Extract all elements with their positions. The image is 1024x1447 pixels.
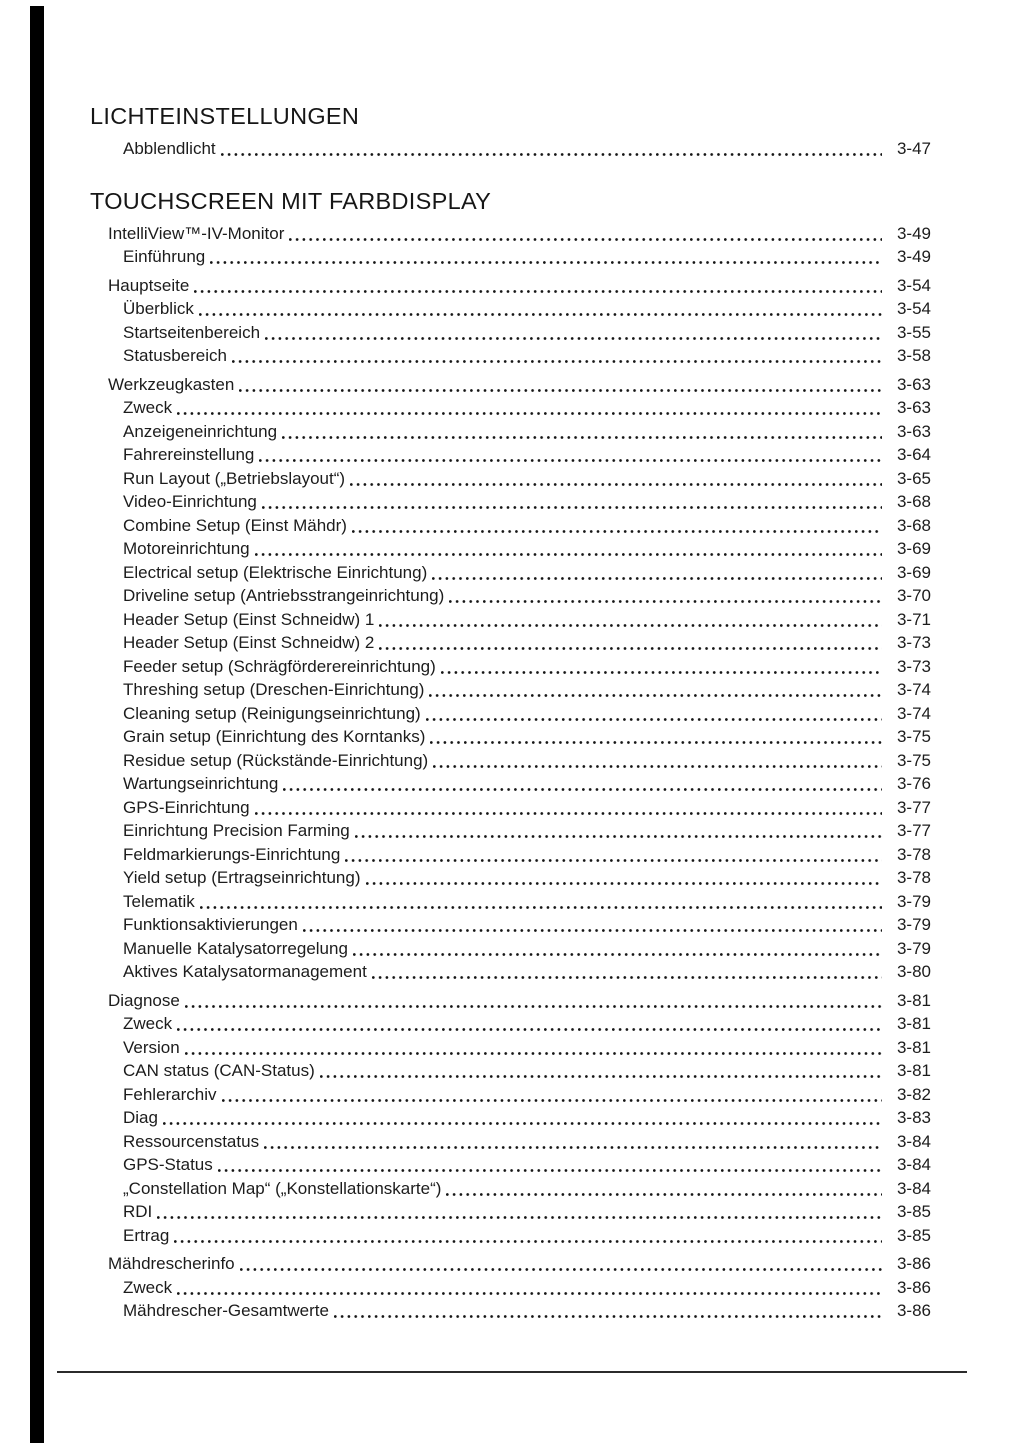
- dot-leader: [433, 765, 882, 768]
- toc-entry[interactable]: [90, 1012, 931, 1036]
- toc-entry-page: 3-75: [896, 750, 931, 770]
- toc-entry-label: Video-Einrichtung: [123, 492, 257, 511]
- toc-entry[interactable]: [90, 1299, 931, 1323]
- toc-entry-label: Statusbereich: [123, 346, 227, 365]
- toc-entry-page: 3-80: [896, 962, 931, 981]
- toc-entry-page: 3-54: [896, 275, 931, 295]
- toc-entry-label: Ertrag: [123, 1225, 170, 1245]
- toc-entry-label: Funktionsaktivierungen: [123, 915, 298, 934]
- toc-entry[interactable]: [90, 1153, 931, 1177]
- toc-entry[interactable]: [90, 584, 931, 608]
- toc-entry[interactable]: [90, 420, 931, 444]
- dot-leader: [334, 1315, 882, 1318]
- toc-entry[interactable]: [90, 1252, 931, 1276]
- toc-entry-page: 3-76: [896, 774, 931, 793]
- toc-entry-page: 3-63: [896, 398, 931, 417]
- toc-entry-page: 3-49: [896, 223, 931, 243]
- section-title: TOUCHSCREEN MIT FARBDISPLAY: [90, 187, 492, 214]
- toc-entry[interactable]: [90, 1177, 931, 1201]
- toc-entry-label: Zweck: [123, 1277, 173, 1297]
- toc-entry-label: Header Setup (Einst Schneidw) 2: [123, 633, 375, 652]
- dot-leader: [379, 647, 882, 650]
- toc-entry-label: Combine Setup (Einst Mähdr): [123, 515, 347, 535]
- toc-entry[interactable]: [90, 772, 931, 796]
- toc-entry-page: 3-86: [896, 1301, 931, 1320]
- toc-entry[interactable]: [90, 1200, 931, 1224]
- toc-entry-label: Einführung: [123, 247, 206, 266]
- toc-entry-label: Version: [123, 1037, 180, 1057]
- toc-entry-label: RDI: [123, 1202, 153, 1221]
- dot-leader: [355, 835, 882, 838]
- dot-leader: [350, 483, 882, 486]
- dot-leader: [265, 337, 882, 340]
- toc-entry-label: Hauptseite: [108, 275, 190, 295]
- toc-entry-label: Zweck: [123, 398, 173, 417]
- toc-entry-page: 3-81: [896, 990, 931, 1010]
- dot-leader: [283, 788, 882, 791]
- toc-entry-page: 3-77: [896, 821, 931, 840]
- toc-entry-label: Überblick: [123, 299, 194, 318]
- toc-entry-label: Residue setup (Rückstände-Einrichtung): [123, 750, 429, 770]
- toc-entry-label: CAN status (CAN-Status): [123, 1061, 315, 1080]
- toc-entry-label: Aktives Katalysatormanagement: [123, 962, 367, 981]
- dot-leader: [210, 261, 882, 264]
- toc-entry-label: Driveline setup (Antriebsstrangeinrichtung): [123, 586, 445, 605]
- dot-leader: [222, 1099, 882, 1102]
- section-title: LICHTEINSTELLUNGEN: [90, 103, 360, 129]
- toc-entry-label: GPS-Status: [123, 1155, 213, 1174]
- toc-entry-label: Werkzeugkasten: [108, 374, 235, 394]
- toc-entry-page: 3-84: [896, 1178, 931, 1198]
- toc-entry[interactable]: [90, 890, 931, 914]
- dot-leader: [157, 1216, 882, 1219]
- toc-entry[interactable]: [90, 843, 931, 867]
- toc-entry-label: Telematik: [123, 891, 195, 911]
- toc-entry-page: 3-63: [896, 374, 931, 394]
- toc-entry-label: Motoreinrichtung: [123, 539, 250, 558]
- toc-entry[interactable]: [90, 1276, 931, 1300]
- toc-entry-label: Grain setup (Einrichtung des Korntanks): [123, 727, 426, 746]
- dot-leader: [366, 882, 883, 885]
- toc-entry-label: Abblendlicht: [123, 139, 216, 158]
- toc-entry-label: Feldmarkierungs-Einrichtung: [123, 844, 341, 864]
- toc-entry-page: 3-86: [896, 1277, 931, 1297]
- toc-entry[interactable]: [90, 274, 931, 298]
- toc-entry-page: 3-47: [896, 139, 931, 158]
- toc-entry[interactable]: [90, 866, 931, 890]
- dot-leader: [345, 859, 882, 862]
- dot-leader: [255, 553, 882, 556]
- toc-entry[interactable]: [90, 989, 931, 1013]
- toc-entry-page: 3-78: [896, 844, 931, 864]
- dot-leader: [449, 600, 882, 603]
- toc-entry[interactable]: [90, 222, 931, 246]
- toc-entry-label: Zweck: [123, 1014, 173, 1033]
- toc-entry[interactable]: [90, 443, 931, 467]
- toc-entry[interactable]: [90, 467, 931, 491]
- toc-entry[interactable]: [90, 321, 931, 345]
- toc-entry-label: Mähdrescher-Gesamtwerte: [123, 1301, 329, 1320]
- toc-entry-label: Fahrereinstellung: [123, 445, 255, 464]
- dot-leader: [177, 1028, 882, 1031]
- toc-entry-label: „Constellation Map“ („Konstellationskarte“): [123, 1178, 442, 1198]
- toc-entry-page: 3-81: [896, 1037, 931, 1057]
- dot-leader: [240, 1268, 882, 1271]
- dot-leader: [185, 1052, 882, 1055]
- dot-leader: [289, 238, 882, 241]
- table-of-contents: [90, 102, 931, 1323]
- toc-entry-page: 3-73: [896, 633, 931, 652]
- dot-leader: [239, 389, 882, 392]
- toc-entry-label: Mähdrescherinfo: [108, 1254, 235, 1273]
- dot-leader: [441, 671, 882, 674]
- dot-leader: [259, 459, 882, 462]
- dot-leader: [432, 577, 882, 580]
- toc-entry[interactable]: [90, 913, 931, 937]
- toc-entry-page: 3-81: [896, 1014, 931, 1033]
- toc-entry-page: 3-63: [896, 421, 931, 441]
- toc-entry-page: 3-84: [896, 1155, 931, 1174]
- toc-entry-label: Diag: [123, 1108, 158, 1127]
- dot-leader: [429, 694, 882, 697]
- toc-section: [90, 187, 931, 1323]
- toc-entry-page: 3-69: [896, 562, 931, 582]
- toc-entry-page: 3-75: [896, 727, 931, 746]
- binding-mark: [30, 6, 44, 1443]
- toc-entry-label: Fehlerarchiv: [123, 1084, 217, 1104]
- dot-leader: [200, 906, 882, 909]
- dot-leader: [426, 718, 882, 721]
- dot-leader: [177, 1292, 882, 1295]
- dot-leader: [255, 812, 882, 815]
- toc-entry[interactable]: [90, 1083, 931, 1107]
- toc-entry[interactable]: [90, 702, 931, 726]
- toc-entry[interactable]: [90, 631, 931, 655]
- toc-entry[interactable]: [90, 1036, 931, 1060]
- toc-entry[interactable]: [90, 937, 931, 961]
- toc-entry-label: IntelliView™-IV-Monitor: [108, 223, 285, 243]
- dot-leader: [282, 436, 882, 439]
- toc-entry-page: 3-69: [896, 539, 931, 558]
- toc-entry[interactable]: [90, 725, 931, 749]
- dot-leader: [262, 506, 882, 509]
- dot-leader: [174, 1240, 882, 1243]
- dot-leader: [199, 313, 882, 316]
- toc-entry-page: 3-79: [896, 891, 931, 911]
- toc-entry[interactable]: [90, 608, 931, 632]
- toc-entry-page: 3-84: [896, 1131, 931, 1151]
- toc-entry-page: 3-79: [896, 938, 931, 958]
- toc-section: [90, 102, 931, 161]
- toc-entry-page: 3-55: [896, 322, 931, 342]
- toc-entry[interactable]: [90, 819, 931, 843]
- toc-entry[interactable]: [90, 537, 931, 561]
- toc-entry-label: Anzeigeneinrichtung: [123, 421, 278, 441]
- toc-entry[interactable]: [90, 749, 931, 773]
- dot-leader: [303, 929, 882, 932]
- toc-entry-page: 3-70: [896, 586, 931, 605]
- toc-entry-page: 3-77: [896, 797, 931, 817]
- toc-entry-page: 3-68: [896, 515, 931, 535]
- toc-entry-label: Run Layout („Betriebslayout“): [123, 468, 346, 488]
- dot-leader: [221, 153, 882, 156]
- toc-entry[interactable]: [90, 796, 931, 820]
- toc-entry-label: Startseitenbereich: [123, 322, 261, 342]
- toc-entry[interactable]: [90, 344, 931, 368]
- toc-entry[interactable]: [90, 1059, 931, 1083]
- dot-leader: [177, 412, 882, 415]
- toc-entry-page: 3-85: [896, 1202, 931, 1221]
- toc-entry-page: 3-79: [896, 915, 931, 934]
- dot-leader: [264, 1146, 882, 1149]
- toc-entry-label: GPS-Einrichtung: [123, 797, 250, 817]
- dot-leader: [320, 1075, 882, 1078]
- toc-entry-page: 3-68: [896, 492, 931, 511]
- toc-entry[interactable]: [90, 1106, 931, 1130]
- toc-entry-label: Cleaning setup (Reinigungseinrichtung): [123, 703, 421, 723]
- toc-entry-label: Feeder setup (Schrägförderereinrichtung): [123, 656, 436, 676]
- toc-entry[interactable]: [90, 396, 931, 420]
- footer-rule: [57, 1371, 967, 1373]
- toc-entry-label: Diagnose: [108, 990, 180, 1010]
- toc-entry[interactable]: [90, 655, 931, 679]
- dot-leader: [218, 1169, 882, 1172]
- toc-entry-page: 3-86: [896, 1254, 931, 1273]
- dot-leader: [353, 953, 882, 956]
- toc-entry-page: 3-83: [896, 1108, 931, 1127]
- dot-leader: [372, 976, 882, 979]
- dot-leader: [430, 741, 882, 744]
- toc-entry[interactable]: [90, 561, 931, 585]
- toc-entry-label: Wartungseinrichtung: [123, 774, 279, 793]
- toc-entry-page: 3-74: [896, 703, 931, 723]
- toc-entry-page: 3-65: [896, 468, 931, 488]
- toc-entry[interactable]: [90, 514, 931, 538]
- toc-entry[interactable]: [90, 137, 931, 161]
- dot-leader: [379, 624, 882, 627]
- toc-entry-label: Einrichtung Precision Farming: [123, 821, 350, 840]
- dot-leader: [232, 360, 882, 363]
- toc-entry-page: 3-58: [896, 346, 931, 365]
- toc-entry-label: Ressourcenstatus: [123, 1131, 260, 1151]
- toc-entry-page: 3-54: [896, 299, 931, 318]
- toc-entry[interactable]: [90, 960, 931, 984]
- dot-leader: [194, 290, 882, 293]
- toc-entry-label: Yield setup (Ertragseinrichtung): [123, 868, 361, 887]
- toc-entry[interactable]: [90, 1224, 931, 1248]
- toc-entry-page: 3-82: [896, 1084, 931, 1104]
- toc-entry-page: 3-85: [896, 1225, 931, 1245]
- toc-entry-label: Header Setup (Einst Schneidw) 1: [123, 609, 375, 629]
- toc-entry[interactable]: [90, 490, 931, 514]
- dot-leader: [163, 1122, 882, 1125]
- toc-entry-page: 3-74: [896, 680, 931, 699]
- toc-entry[interactable]: [90, 373, 931, 397]
- toc-entry[interactable]: [90, 1130, 931, 1154]
- toc-entry-page: 3-49: [896, 247, 931, 266]
- toc-entry[interactable]: [90, 245, 931, 269]
- toc-entry-page: 3-81: [896, 1061, 931, 1080]
- dot-leader: [185, 1005, 882, 1008]
- toc-entry-label: Electrical setup (Elektrische Einrichtung): [123, 562, 428, 582]
- toc-entry[interactable]: [90, 297, 931, 321]
- toc-entry-page: 3-64: [896, 445, 931, 464]
- toc-entry-label: Threshing setup (Dreschen-Einrichtung): [123, 680, 425, 699]
- toc-entry-page: 3-73: [896, 656, 931, 676]
- toc-entry-page: 3-71: [896, 609, 931, 629]
- toc-entry-page: 3-78: [896, 868, 931, 887]
- dot-leader: [446, 1193, 882, 1196]
- toc-entry-label: Manuelle Katalysatorregelung: [123, 938, 348, 958]
- dot-leader: [352, 530, 882, 533]
- toc-entry[interactable]: [90, 678, 931, 702]
